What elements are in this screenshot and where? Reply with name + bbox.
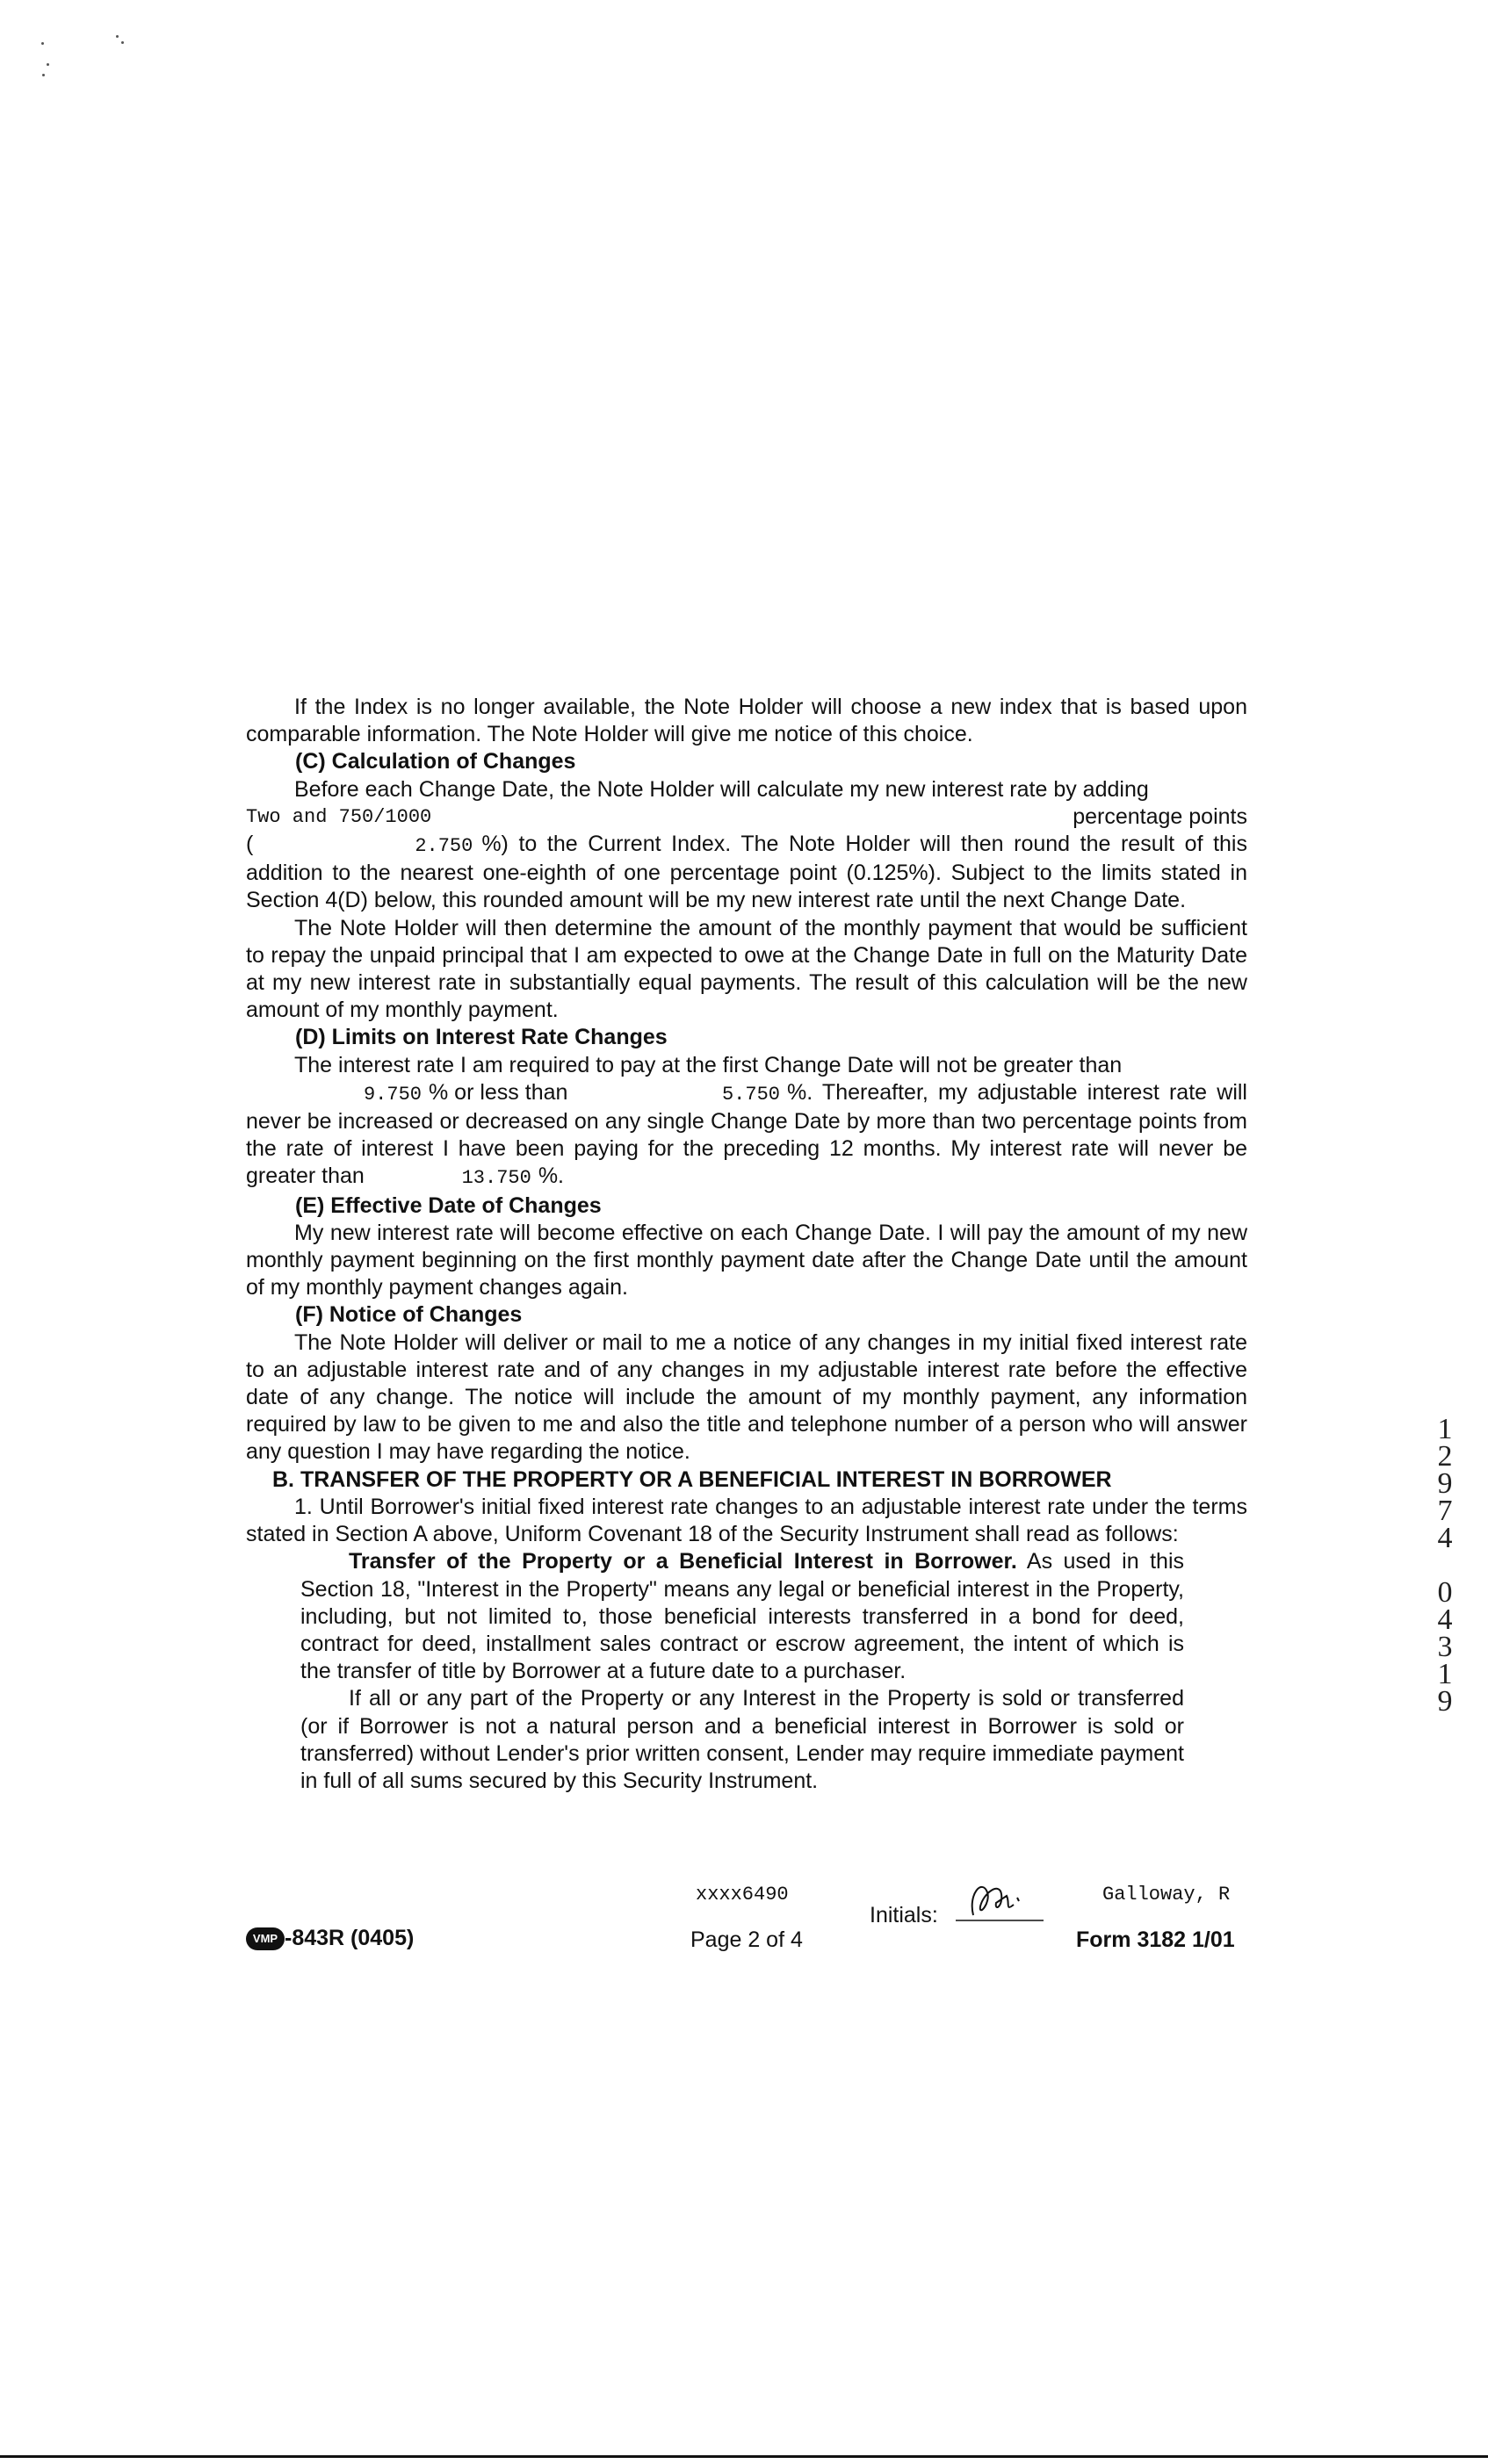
form-code-text: -843R (0405) <box>285 1926 415 1950</box>
paragraph-limits-rest <box>246 1079 1247 1192</box>
loan-number: xxxx6490 <box>696 1884 789 1906</box>
open-paren: ( <box>246 832 254 857</box>
heading-calculation-of-changes: (C) Calculation of Changes <box>295 749 576 775</box>
limits-mid: %. Thereafter, my adjustable interest rate will never be increased or decreased on any single Change Date by more than two percentage points from the rate of interest I have been paying for the preceding 12 months. My interest rate will never be greater than <box>246 1079 1247 1189</box>
scan-speck <box>41 42 44 45</box>
heading-effective-date: (E) Effective Date of Changes <box>295 1192 602 1218</box>
document-body <box>246 694 1247 1795</box>
recording-digit: 4 <box>1437 1522 1453 1554</box>
recording-digit: 7 <box>1437 1495 1453 1527</box>
scan-speck <box>42 74 45 76</box>
form-code <box>246 1926 414 1951</box>
min-first-rate: 5.750 <box>721 1083 780 1106</box>
transfer-text: As used in this Section 18, "Interest in the Property" means any legal or beneficial interest in the Property, including, but not limited to, those beneficial interests transferred in a bond for deed, contract for deed, installment sales contract or escrow agreement, the intent of which is the transfer of title by Borrower at a future date to a purchaser. <box>300 1549 1184 1684</box>
recording-digit: 2 <box>1437 1440 1453 1473</box>
vertical-recording-number <box>1427 1413 1463 1718</box>
or-less-than: % or less than <box>429 1079 568 1105</box>
paragraph-notice: The Note Holder will deliver or mail to me a notice of any changes in my initial fixed interest rate to an adjustable interest rate and of any changes in my adjustable interest rate before the effective date of any change. The notice will include the amount of my monthly payment, any information required by law to be given to me and also the title and telephone number of a person who will answer any question I may have regarding the notice. <box>246 1329 1247 1465</box>
scan-speck <box>121 41 124 44</box>
paragraph-transfer <box>300 1548 1184 1685</box>
recording-digit: 1 <box>1437 1658 1453 1690</box>
heading-notice-of-changes: (F) Notice of Changes <box>295 1302 523 1328</box>
percentage-points-label: percentage points <box>1073 803 1247 829</box>
max-first-rate: 9.750 <box>363 1083 422 1106</box>
initials-signature <box>956 1877 1052 1931</box>
paragraph-calc-rest <box>246 831 1247 915</box>
pct-end: %. <box>538 1164 565 1189</box>
paragraph-limits-intro: The interest rate I am required to pay at the first Change Date will not be greater than <box>294 1052 1123 1077</box>
paragraph-index-unavailable: If the Index is no longer available, the Note Holder will choose a new index that is based upon comparable information. The Note Holder will give me notice of this choice. <box>246 695 1247 747</box>
borrower-name: Galloway, R <box>1102 1884 1231 1906</box>
initials-label: Initials: <box>870 1903 938 1927</box>
paragraph-calc-intro: Before each Change Date, the Note Holder will calculate my new interest rate by adding <box>294 776 1149 802</box>
recording-digit-gap <box>1427 1552 1463 1579</box>
recording-digit: 0 <box>1437 1576 1453 1609</box>
margin-words: Two and 750/1000 <box>246 805 432 828</box>
scan-bottom-edge <box>0 2455 1488 2458</box>
vmp-logo: VMP <box>246 1927 285 1950</box>
scan-speck <box>116 35 119 38</box>
transfer-title: Transfer of the Property or a Beneficial Interest in Borrower. <box>349 1549 1017 1574</box>
margin-value: 2.750 <box>415 835 473 858</box>
calc-rest-text: %) to the Current Index. The Note Holder will then round the result of this addition to the nearest one-eighth of one percentage point (0.125%). Subject to the limits stated in Section 4(D) below, this rounded amount will be my new interest rate until the next Change Date. <box>246 832 1247 913</box>
lifetime-cap: 13.750 <box>461 1167 531 1190</box>
recording-digit: 3 <box>1437 1631 1453 1663</box>
page-footer <box>246 1879 1256 1967</box>
margin-words-row <box>246 803 1247 831</box>
recording-digit: 9 <box>1437 1685 1453 1718</box>
paragraph-if-all: If all or any part of the Property or any Interest in the Property is sold or transferred (or if Borrower is not a natural person and a beneficial interest in Borrower is sold or transferred) without Lender's prior written consent, Lender may require immediate payment in full of all sums secured by this Security Instrument. <box>300 1686 1184 1793</box>
recording-digit: 1 <box>1437 1413 1453 1445</box>
scan-speck <box>47 63 49 66</box>
page-number: Page 2 of 4 <box>690 1927 803 1952</box>
recording-digit: 9 <box>1437 1467 1453 1500</box>
paragraph-effective: My new interest rate will become effective on each Change Date. I will pay the amount of my new monthly payment beginning on the first monthly payment date after the Change Date until the amount of my monthly payment changes again. <box>246 1220 1247 1300</box>
heading-limits-on-changes: (D) Limits on Interest Rate Changes <box>295 1025 668 1050</box>
heading-transfer-of-property: B. TRANSFER OF THE PROPERTY OR A BENEFICIAL INTEREST IN BORROWER <box>272 1466 1112 1492</box>
form-number: Form 3182 1/01 <box>1076 1927 1235 1952</box>
paragraph-monthly-payment: The Note Holder will then determine the amount of the monthly payment that would be sufficient to repay the unpaid principal that I am expected to owe at the Change Date in full on the Maturity Date at my new interest rate in substantially equal payments. The result of this calculation will be the new amount of my monthly payment. <box>246 915 1247 1023</box>
paragraph-until: 1. Until Borrower's initial fixed interest rate changes to an adjustable interest rate under the terms stated in Section A above, Uniform Covenant 18 of the Security Instrument shall read as follows: <box>246 1494 1247 1547</box>
recording-digit: 4 <box>1437 1603 1453 1636</box>
